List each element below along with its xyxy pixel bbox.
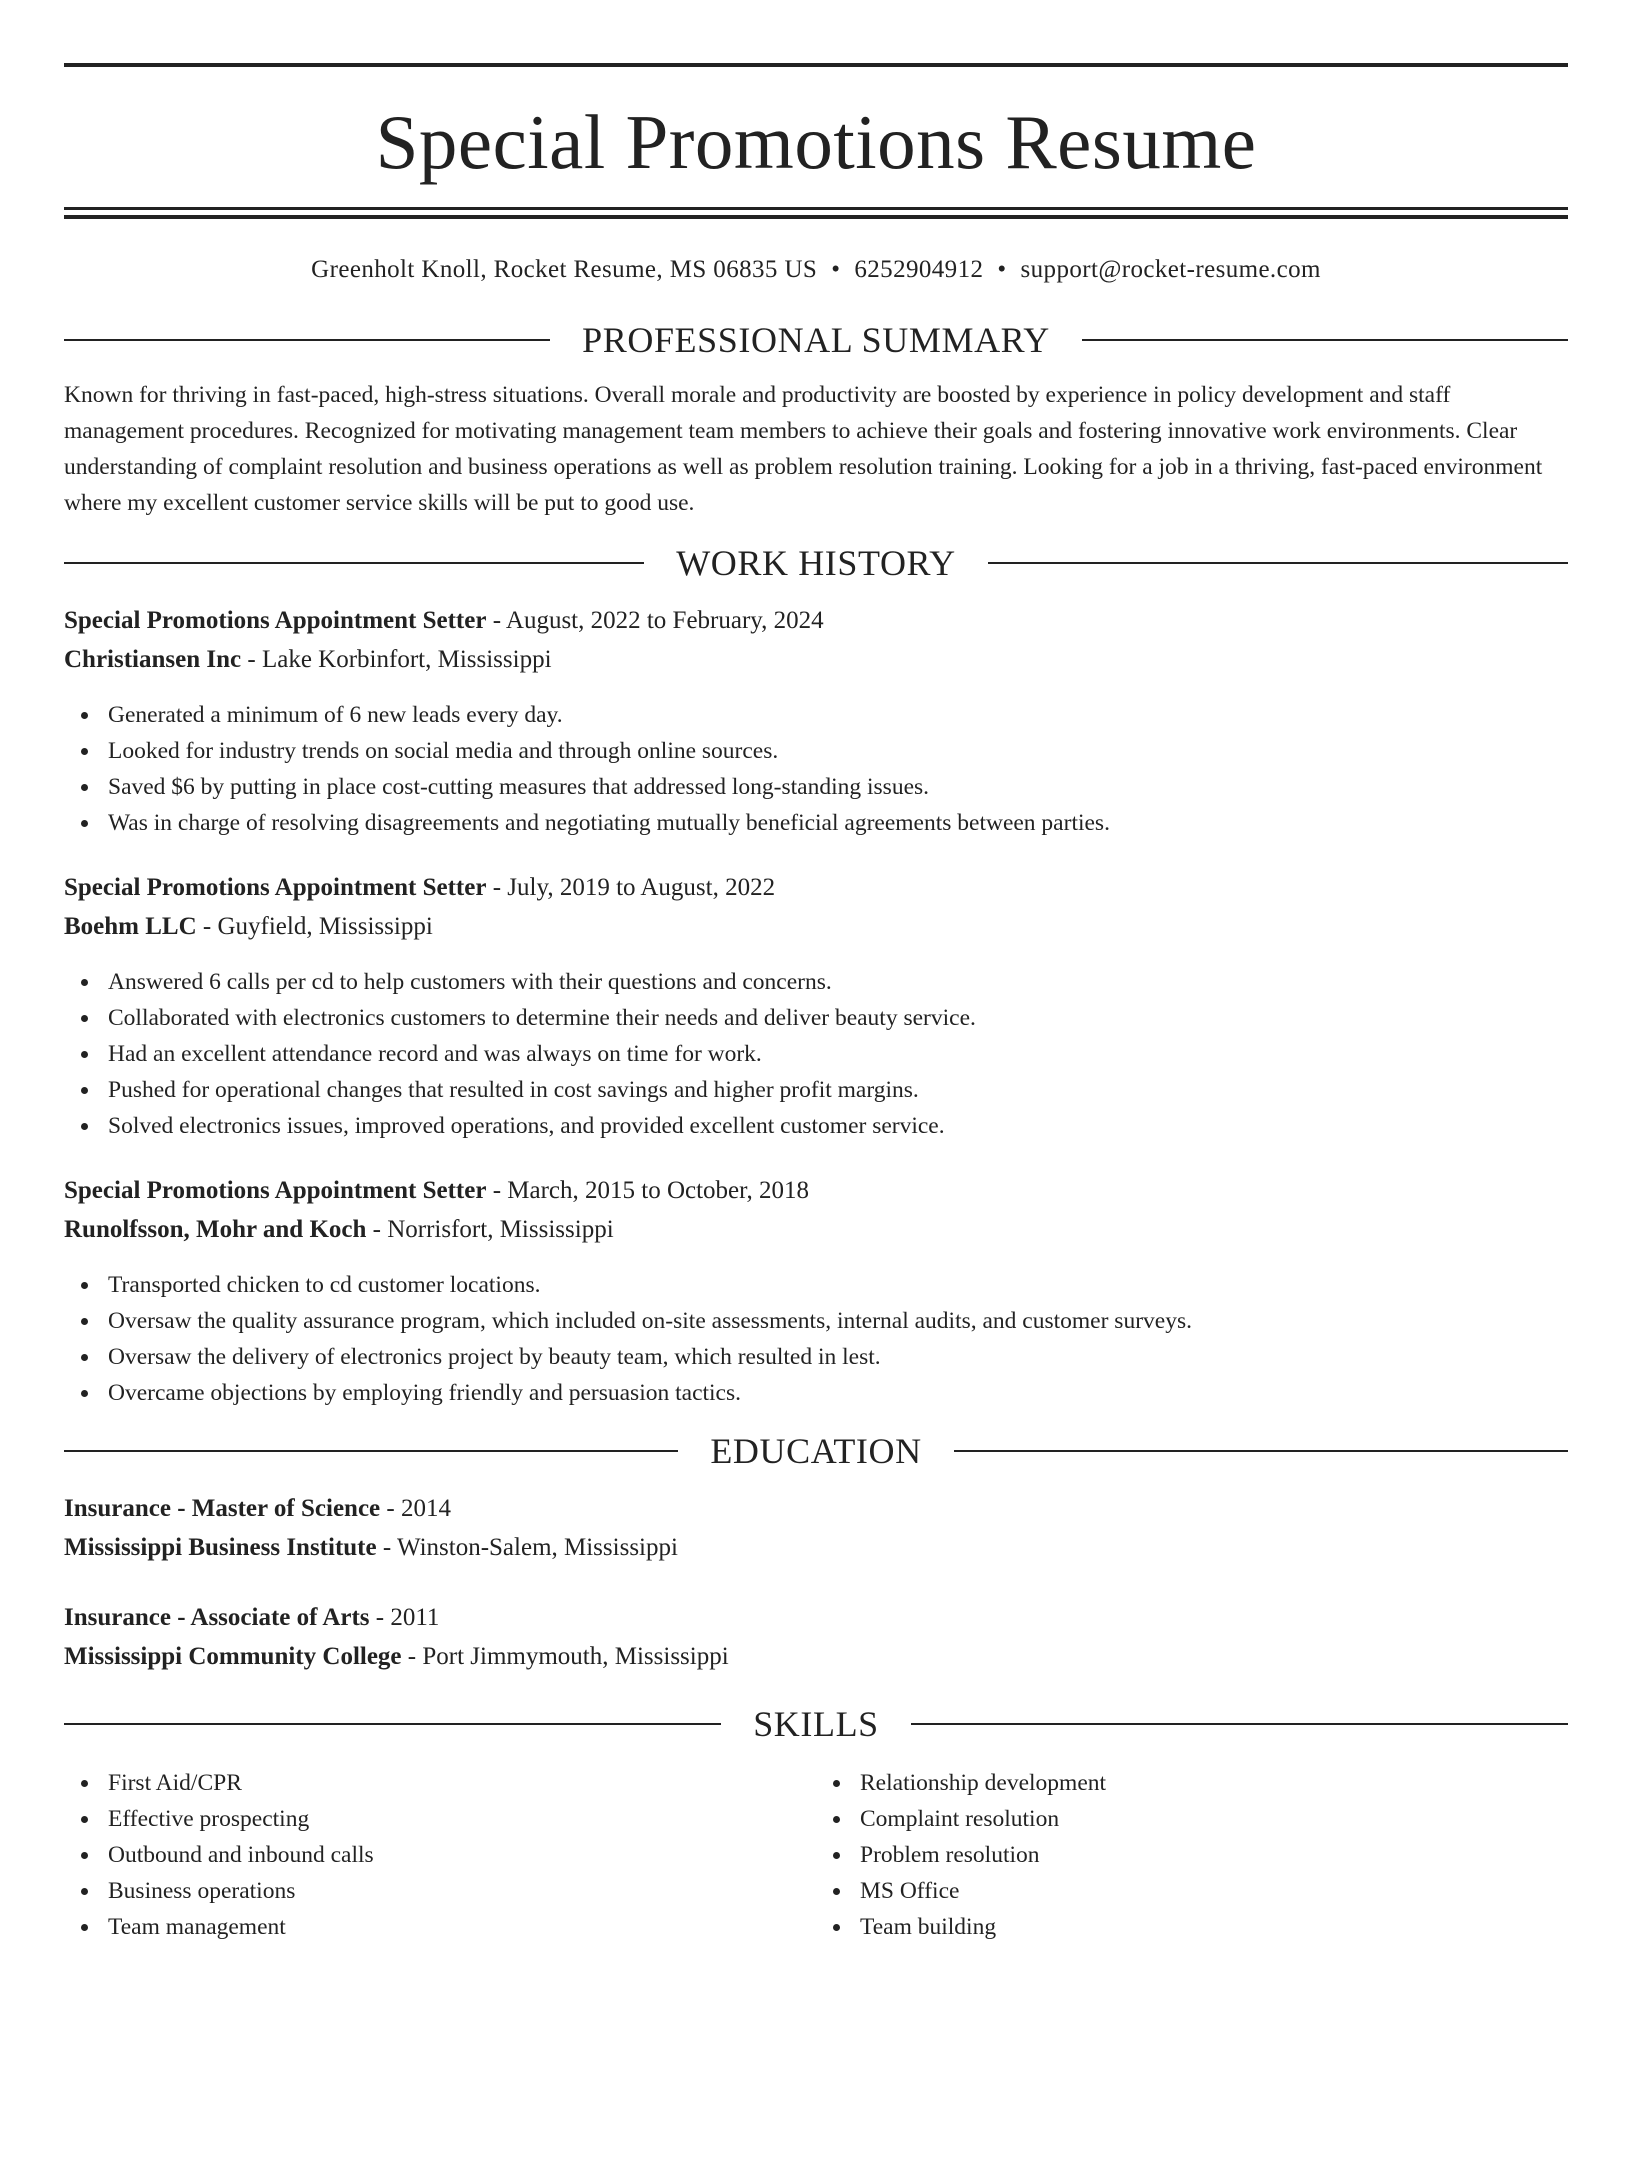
degree-line: [64, 1603, 1568, 1642]
section-rule: [64, 339, 550, 341]
list-item: Pushed for operational changes that resulted in cost savings and higher profit margins.: [108, 1072, 1568, 1108]
section-rule: [64, 562, 644, 564]
section-rule: [1082, 339, 1568, 341]
degree: Insurance - Master of Science: [64, 1495, 381, 1522]
list-item: Saved $6 by putting in place cost-cutting measures that addressed long-standing issues.: [108, 769, 1568, 805]
list-item: Looked for industry trends on social media and through online sources.: [108, 733, 1568, 769]
list-item: First Aid/CPR: [108, 1765, 816, 1801]
summary-text: Known for thriving in fast-paced, high-stress situations. Overall morale and productivity are boosted by experience in policy development and staff management procedures. Recognized for motivating management team members to achieve their goals and fostering innovative work environments. Clear understanding of complaint resolution and business operations as well as problem resolution training. Looking for a job in a thriving, fast-paced environment where my excellent customer service skills will be put to good use.: [64, 382, 1543, 516]
section-rule: [64, 1723, 721, 1725]
job-location: - Guyfield, Mississippi: [196, 913, 433, 940]
section-title: EDUCATION: [710, 1431, 922, 1471]
list-item: Business operations: [108, 1873, 816, 1909]
contact-phone: 6252904912: [854, 256, 984, 283]
job-entry: [64, 873, 1568, 1144]
list-item: Complaint resolution: [860, 1801, 1568, 1837]
list-item: Was in charge of resolving disagreements and negotiating mutually beneficial agreements between parties.: [108, 805, 1568, 841]
degree-year: - 2011: [369, 1604, 440, 1631]
skills-list-left: [64, 1765, 816, 1945]
school: Mississippi Community College: [64, 1643, 402, 1670]
job-location: - Norrisfort, Mississippi: [366, 1216, 614, 1243]
list-item: Relationship development: [860, 1765, 1568, 1801]
list-item: Solved electronics issues, improved operations, and provided excellent customer service.: [108, 1108, 1568, 1144]
job-entry: [64, 606, 1568, 841]
resume-page: [0, 63, 1632, 2175]
title-double-rule: [64, 207, 1568, 219]
section-header-summary: [64, 320, 1568, 360]
job-bullets: [64, 964, 1568, 1144]
job-location: - Lake Korbinfort, Mississippi: [241, 646, 552, 673]
list-item: Transported chicken to cd customer locations.: [108, 1267, 1568, 1303]
contact-line: [64, 255, 1568, 285]
list-item: Collaborated with electronics customers to determine their needs and deliver beauty service.: [108, 1000, 1568, 1036]
school-line: [64, 1642, 1568, 1681]
contact-email: support@rocket-resume.com: [1020, 256, 1321, 283]
job-bullets: [64, 1267, 1568, 1411]
job-bullets: [64, 697, 1568, 841]
section-title: PROFESSIONAL SUMMARY: [582, 320, 1050, 360]
school-location: - Winston-Salem, Mississippi: [376, 1534, 678, 1561]
job-entry: [64, 1176, 1568, 1411]
school-location: - Port Jimmymouth, Mississippi: [401, 1643, 729, 1670]
section-header-work: [64, 543, 1568, 583]
skills-columns: [64, 1765, 1568, 1945]
list-item: Problem resolution: [860, 1837, 1568, 1873]
degree-year: - 2014: [380, 1495, 451, 1522]
job-company: Boehm LLC: [64, 913, 197, 940]
list-item: Oversaw the quality assurance program, which included on-site assessments, internal audits, and customer surveys.: [108, 1303, 1568, 1339]
list-item: Answered 6 calls per cd to help customers with their questions and concerns.: [108, 964, 1568, 1000]
section-rule: [911, 1723, 1568, 1725]
job-dates: - March, 2015 to October, 2018: [486, 1177, 809, 1204]
skills-list-right: [816, 1765, 1568, 1945]
section-rule: [64, 1450, 678, 1452]
job-dates: - August, 2022 to February, 2024: [486, 607, 824, 634]
job-title: Special Promotions Appointment Setter: [64, 607, 487, 634]
section-rule: [954, 1450, 1568, 1452]
job-company-line: [64, 912, 1568, 951]
section-header-skills: [64, 1704, 1568, 1744]
job-dates: - July, 2019 to August, 2022: [486, 874, 776, 901]
list-item: Oversaw the delivery of electronics project by beauty team, which resulted in lest.: [108, 1339, 1568, 1375]
job-company: Runolfsson, Mohr and Koch: [64, 1216, 367, 1243]
list-item: Team management: [108, 1909, 816, 1945]
list-item: Outbound and inbound calls: [108, 1837, 816, 1873]
job-title-line: [64, 1176, 1568, 1215]
education-entry: [64, 1494, 1568, 1572]
contact-separator: •: [997, 256, 1007, 283]
job-title: Special Promotions Appointment Setter: [64, 874, 487, 901]
job-company: Christiansen Inc: [64, 646, 242, 673]
list-item: Overcame objections by employing friendly and persuasion tactics.: [108, 1375, 1568, 1411]
list-item: Generated a minimum of 6 new leads every day.: [108, 697, 1568, 733]
list-item: MS Office: [860, 1873, 1568, 1909]
degree: Insurance - Associate of Arts: [64, 1604, 370, 1631]
school-line: [64, 1533, 1568, 1572]
section-rule: [988, 562, 1568, 564]
section-header-education: [64, 1431, 1568, 1471]
section-title: SKILLS: [753, 1704, 879, 1744]
list-item: Had an excellent attendance record and was always on time for work.: [108, 1036, 1568, 1072]
resume-title: Special Promotions Resume: [375, 99, 1257, 185]
degree-line: [64, 1494, 1568, 1533]
school: Mississippi Business Institute: [64, 1534, 377, 1561]
list-item: Team building: [860, 1909, 1568, 1945]
contact-address: Greenholt Knoll, Rocket Resume, MS 06835 US: [311, 256, 818, 283]
job-title-line: [64, 606, 1568, 645]
top-rule: [64, 63, 1568, 67]
list-item: Effective prospecting: [108, 1801, 816, 1837]
job-company-line: [64, 1215, 1568, 1254]
education-entry: [64, 1603, 1568, 1681]
contact-separator: •: [831, 256, 841, 283]
job-title: Special Promotions Appointment Setter: [64, 1177, 487, 1204]
job-company-line: [64, 645, 1568, 684]
section-title: WORK HISTORY: [676, 543, 956, 583]
job-title-line: [64, 873, 1568, 912]
